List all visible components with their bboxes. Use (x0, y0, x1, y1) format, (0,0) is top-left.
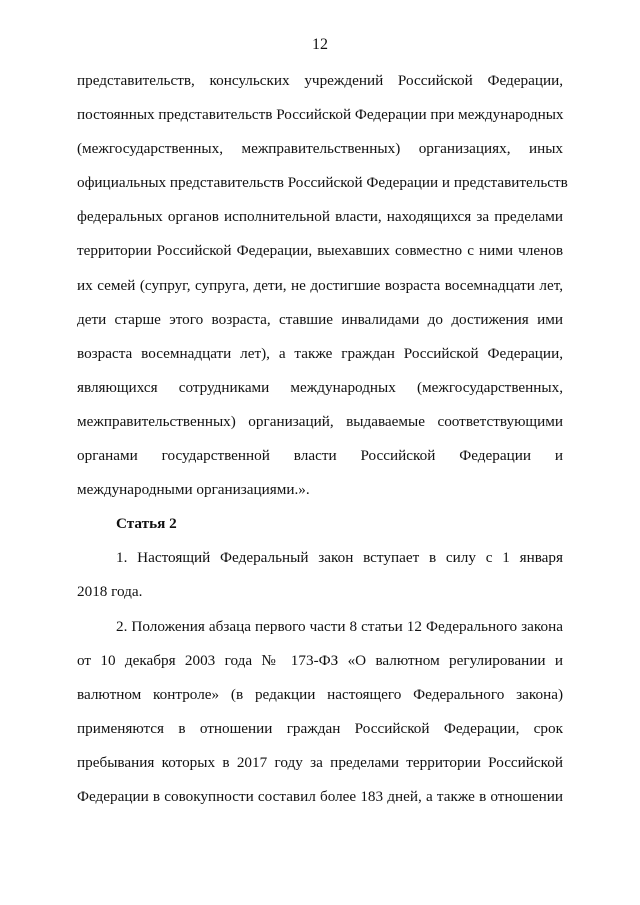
text-line: (межгосударственных, межправительственных) организациях, иных (77, 140, 563, 158)
text-line: валютном контроле» (в редакции настоящего Федерального закона) (77, 685, 563, 703)
page-number: 12 (312, 36, 328, 53)
text-line: 2018 года. (77, 583, 143, 601)
text-line: являющихся сотрудниками международных (межгосударственных, (77, 378, 563, 396)
text-line: официальных представительств Российской Федерации и представительств (77, 174, 568, 192)
paragraph-continuation (77, 64, 568, 507)
paragraph-application (77, 610, 563, 815)
document-body (77, 64, 568, 814)
text-line: федеральных органов исполнительной власти, находящихся за пределами (77, 208, 563, 226)
text-line: дети старше этого возраста, ставшие инвалидами до достижения ими (77, 310, 563, 328)
text-line: 1. Настоящий Федеральный закон вступает в силу с 1 января (116, 549, 563, 567)
text-line: их семей (супруг, супруга, дети, не достигшие возраста восемнадцати лет, (77, 276, 563, 294)
text-line: территории Российской Федерации, выехавших совместно с ними членов (77, 242, 563, 260)
text-line: возраста восемнадцати лет), а также граждан Российской Федерации, (77, 344, 563, 362)
text-line: международными организациями.». (77, 481, 310, 499)
text-line: от 10 декабря 2003 года № 173-ФЗ «О валютном регулировании и (77, 651, 563, 669)
text-line: применяются в отношении граждан Российской Федерации, срок (77, 719, 563, 737)
text-line: постоянных представительств Российской Федерации при международных (77, 106, 564, 124)
text-line: представительств, консульских учреждений Российской Федерации, (77, 72, 563, 89)
text-line: органами государственной власти Российской Федерации и (77, 447, 563, 465)
article-heading: Статья 2 (116, 515, 177, 533)
text-line: пребывания которых в 2017 году за пределами территории Российской (77, 753, 563, 771)
text-line: Федерации в совокупности составил более 183 дней, а также в отношении (77, 787, 563, 805)
text-line: межправительственных) организаций, выдаваемые соответствующими (77, 412, 563, 430)
text-line: 2. Положения абзаца первого части 8 статьи 12 Федерального закона (116, 617, 563, 635)
paragraph-effective-date (77, 541, 563, 609)
